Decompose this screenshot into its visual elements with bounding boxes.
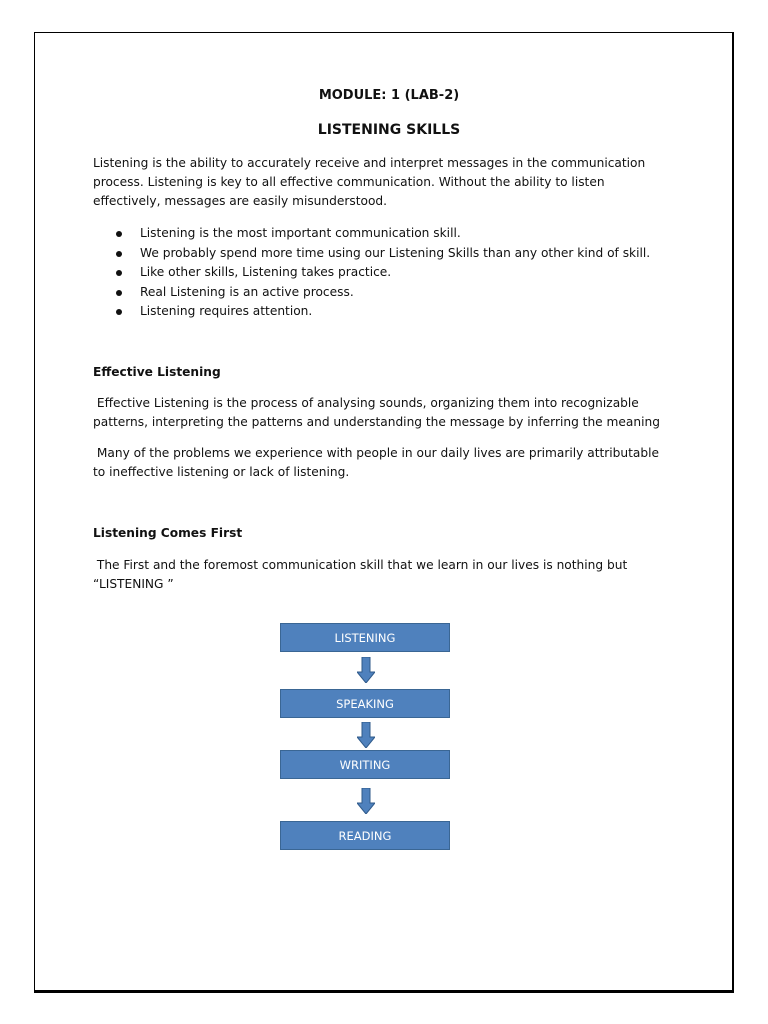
- flowchart-step-label: SPEAKING: [336, 696, 394, 711]
- down-arrow-icon: [357, 722, 375, 748]
- bullet-text: Listening is the most important communication skill.: [140, 226, 461, 240]
- bullet-text: Real Listening is an active process.: [140, 284, 354, 299]
- bullet-text: Like other skills, Listening takes practice.: [140, 265, 392, 279]
- down-arrow-icon: [357, 788, 375, 814]
- flowchart-step-speaking: [280, 689, 450, 718]
- effective-listening-heading: Effective Listening: [93, 365, 221, 379]
- bullet-text: We probably spend more time using our Listening Skills than any other kind of skill.: [140, 245, 651, 260]
- listening-comes-first-paragraph: The First and the foremost communication skill that we learn in our lives is nothing but “LISTENING ”: [93, 558, 632, 591]
- intro-paragraph: Listening is the ability to accurately receive and interpret messages in the communication process. Listening is key to all effective communication. Without the ability to listen effectively, messages are easily misunderstood.: [93, 156, 646, 208]
- bullet-item: [93, 263, 673, 283]
- flowchart-step-label: READING: [338, 828, 392, 843]
- bullet-item: [93, 224, 673, 244]
- effective-listening-paragraph-2: Many of the problems we experience with people in our daily lives are primarily attributable to ineffective listening or lack of listening.: [93, 446, 663, 479]
- down-arrow-icon: [357, 657, 375, 683]
- listening-comes-first-heading: Listening Comes First: [93, 526, 243, 540]
- bullet-dot-icon: [116, 231, 122, 237]
- flowchart-step-reading: [280, 821, 450, 850]
- flowchart-step-label: LISTENING: [334, 630, 396, 645]
- module-title: MODULE: 1 (LAB-2): [318, 88, 460, 103]
- bullet-dot-icon: [116, 270, 122, 276]
- bullet-dot-icon: [116, 309, 122, 315]
- bullet-item: [93, 302, 673, 322]
- bullet-item: [93, 283, 673, 303]
- bullet-text: Listening requires attention.: [140, 304, 313, 318]
- bullet-list: [93, 224, 673, 322]
- flowchart-step-label: WRITING: [339, 757, 391, 772]
- flowchart-step-writing: [280, 750, 450, 779]
- effective-listening-paragraph-1: Effective Listening is the process of analysing sounds, organizing them into recognizable patterns, interpreting the patterns and understanding the message by inferring the meaning: [93, 396, 660, 429]
- bullet-dot-icon: [116, 290, 122, 296]
- bullet-dot-icon: [116, 251, 122, 257]
- flowchart-step-listening: [280, 623, 450, 652]
- document-title: LISTENING SKILLS: [317, 122, 461, 138]
- bullet-item: [93, 244, 673, 264]
